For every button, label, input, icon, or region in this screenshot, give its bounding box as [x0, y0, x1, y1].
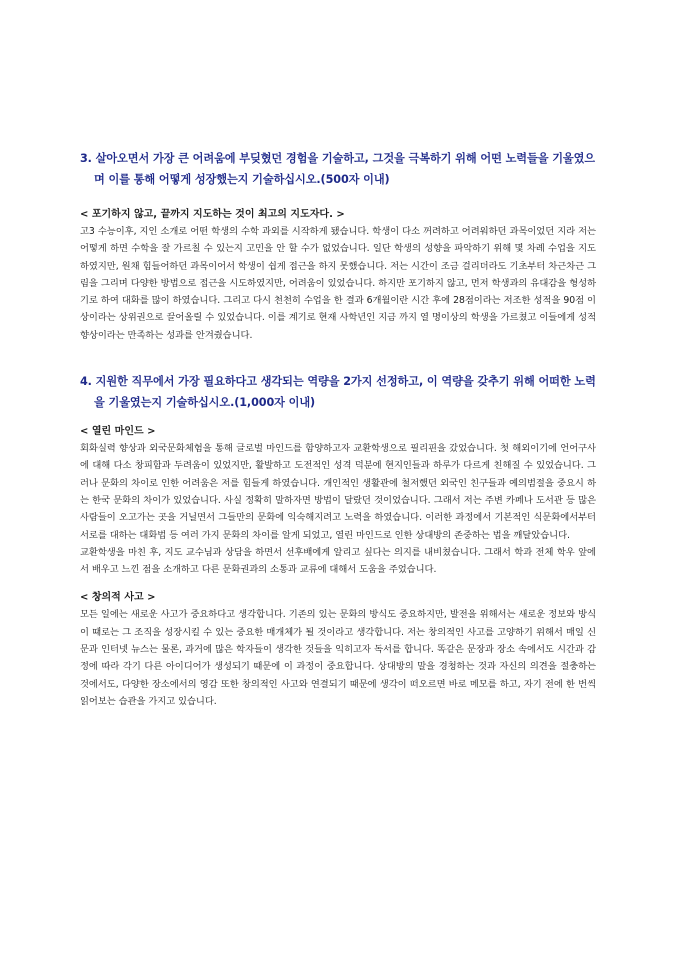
answer-4-body-open-mind-1: 회화실력 향상과 외국문화체험을 통해 글로벌 마인드를 함양하고자 교환학생으로 필리핀을 갔었습니다. 첫 해외이기에 언어구사에 대해 다소 창피함과 두려움이 있었지만, 활발하고 도전적인 성격 덕분에 현지인들과 하루가 다르게 친해질 수 있었습니다. 그러나 문화의 차이로 인한 어려움은 저를 힘들게 하였습니다. 개인적인 생활관에 철저했던 외국인 친구들과 예의범절을 중요시 하는 한국 문화의 차이가 있었습니다. 사실 정확히 말하자면 방법이 달랐던 것이었습니다. 그래서 저는 주변 카페나 도서관 등 많은 사람들이 오고가는 곳을 거닐면서 그들만의 문화에 익숙해지려고 노력을 하였습니다. 이러한 과정에서 기본적인 식문화에서부터 서로를 대하는 대화법 등 여러 가지 문화의 차이를 알게 되었고, 열린 마인드로 인한 상대방의 존중하는 법을 깨달았습니다.	[80, 443, 596, 541]
question-4: 4. 지원한 직무에서 가장 필요하다고 생각되는 역량을 2가지 선정하고, 이 역량을 갖추기 위해 어떠한 노력을 기울였는지 기술하십시오.(1,000자 이내)	[80, 375, 596, 410]
answer-4-subtitle-creative-thinking: < 창의적 사고 >	[80, 592, 156, 604]
answer-4-body-creative-thinking: 모든 일에는 새로운 사고가 중요하다고 생각합니다. 기존의 있는 문화의 방식도 중요하지만, 발전을 위해서는 새로운 정보와 방식이 때로는 그 조직을 성장시킬 수 있는 중요한 매개체가 될 것이라고 생각합니다. 저는 창의적인 사고를 고양하기 위해서 매일 신문과 인터넷 뉴스는 물론, 과거에 많은 학자들이 생각한 것들을 익히고자 독서를 합니다. 똑같은 문장과 장소 속에서도 시간과 감정에 따라 각기 다른 아이디어가 생성되기 때문에 이 과정이 중요합니다. 상대방의 말을 경청하는 것과 자신의 의견을 절충하는 것에서도, 다양한 장소에서의 영감 또한 창의적인 사고와 연결되기 때문에 생각이 떠오르면 바로 메모를 하고, 자기 전에 한 번씩 읽어보는 습관을 가지고 있습니다.	[80, 609, 596, 707]
question-3: 3. 살아오면서 가장 큰 어려움에 부딪혔던 경험을 기술하고, 그것을 극복하기 위해 어떤 노력들을 기울였으며 이를 통해 어떻게 성장했는지 기술하십시오.(500자 이내)	[80, 152, 596, 186]
answer-4-body-open-mind-2: 교환학생을 마친 후, 지도 교수님과 상담을 하면서 선후배에게 알리고 싶다는 의지를 내비쳤습니다. 그래서 학과 전체 학우 앞에서 배우고 느낀 점을 소개하고 다른 문화권과의 소통과 교류에 대해서 도움을 주었습니다.	[80, 546, 596, 576]
answer-3-body: 고3 수능이후, 지인 소개로 어떤 학생의 수학 과외를 시작하게 됐습니다. 학생이 다소 꺼려하고 어려워하던 과목이었던 지라 저는 어떻게 하면 수학을 잘 가르칠 수 있는지 고민을 안 할 수가 없었습니다. 일단 학생의 성향을 파악하기 위해 몇 차례 수업을 지도하였지만, 원채 힘들어하던 과목이어서 학생이 쉽게 접근을 하지 못했습니다. 저는 시간이 조금 걸리더라도 기초부터 차근차근 그림을 그리며 다양한 방법으로 접근을 시도하였지만, 어려움이 있었습니다. 하지만 포기하지 않고, 먼저 학생과의 유대감을 형성하기로 하여 대화를 많이 하였습니다. 그리고 다시 천천히 수업을 한 결과 6개월이란 시간 후에 28점이라는 저조한 성적을 90점 이상이라는 상위권으로 끌어올릴 수 있었습니다. 이를 계기로 현재 사학년인 지금 까지 열 명이상의 학생을 가르쳤고 이들에게 성적향상이라는 만족하는 성과를 안겨줬습니다.	[80, 226, 596, 341]
answer-3-subtitle: < 포기하지 않고, 끝까지 지도하는 것이 최고의 지도자다. >	[80, 209, 345, 220]
answer-4-subtitle-open-mind: < 열린 마인드 >	[80, 426, 156, 438]
